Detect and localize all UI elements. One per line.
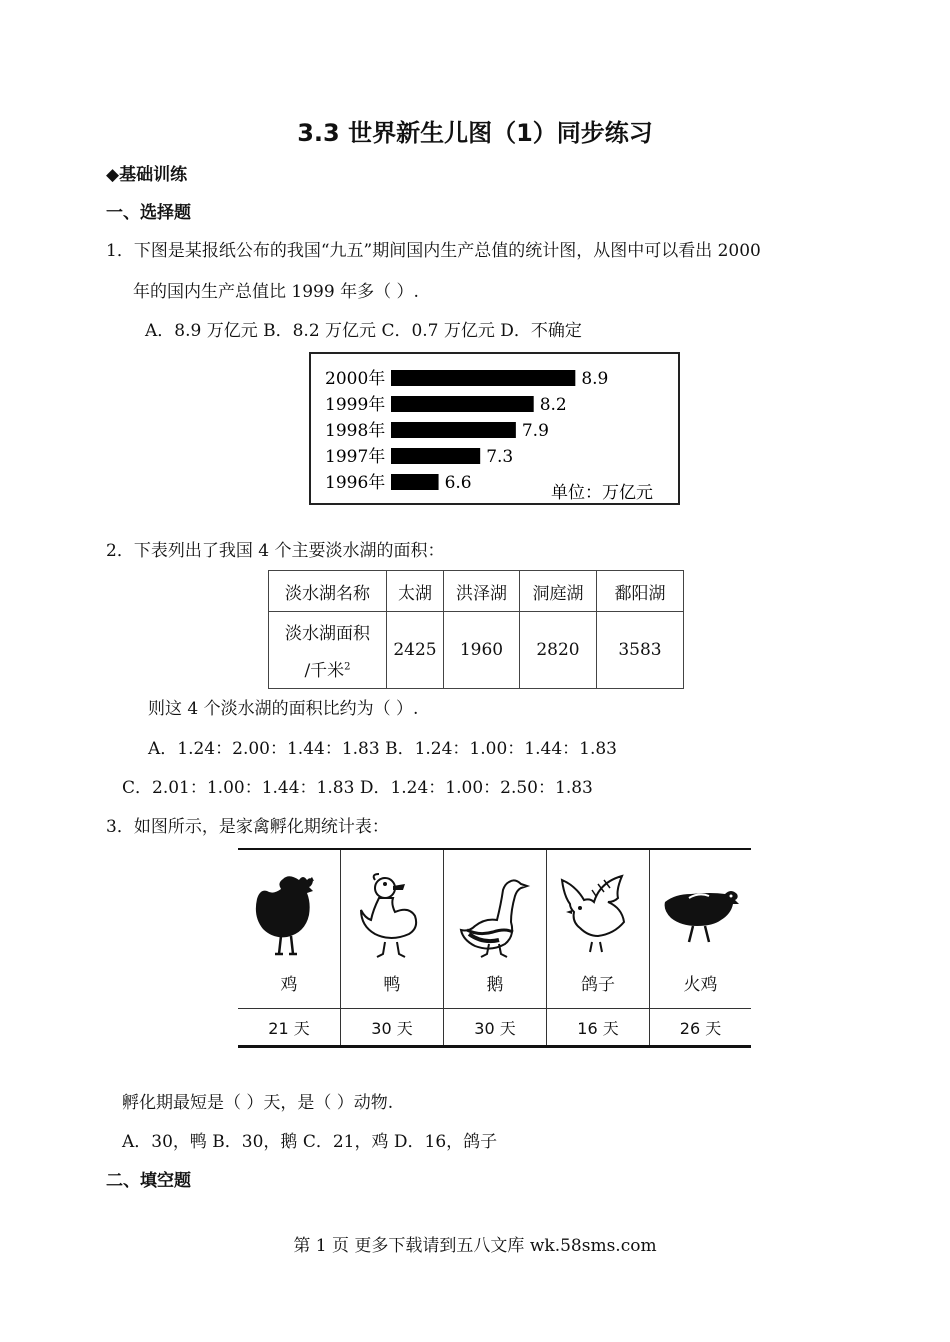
duck-icon xyxy=(357,872,427,962)
bird-cell-chicken xyxy=(238,850,340,1008)
q3-options: A．30，鸭 B．30，鹅 C．21，鸡 D．16，鸽子 xyxy=(122,1132,498,1152)
lake-area-table xyxy=(268,570,684,689)
table-middle-rule xyxy=(238,1008,751,1009)
q1-text-line1: 1．下图是某报纸公布的我国“九五”期间国内生产总值的统计图，从图中可以看出 2000 xyxy=(106,241,761,261)
page-footer: 第 1 页 更多下载请到五八文库 wk.58sms.com xyxy=(293,1236,657,1256)
goose-icon xyxy=(459,872,531,962)
bar-category-label: 1998年 xyxy=(325,421,386,441)
table-cell-area: 3583 xyxy=(597,612,684,689)
table-cell-area: 2820 xyxy=(520,612,597,689)
bird-name: 火鸡 xyxy=(683,975,718,995)
pigeon-icon xyxy=(558,872,638,962)
incubation-table xyxy=(238,848,751,1048)
bar xyxy=(391,370,575,386)
incubation-days: 26 天 xyxy=(679,1019,722,1038)
gdp-chart-svg xyxy=(311,354,678,503)
bar xyxy=(391,474,439,490)
area-label-line1: 淡水湖面积 xyxy=(285,624,370,644)
area-unit-superscript: 2 xyxy=(344,661,351,673)
q1-text-line2: 年的国内生产总值比 1999 年多（ ）. xyxy=(133,282,419,302)
table-cell-area: 2425 xyxy=(387,612,444,689)
section-multiple-choice: 一、选择题 xyxy=(106,203,191,223)
incubation-days: 16 天 xyxy=(577,1019,619,1038)
bird-cell-pigeon xyxy=(547,850,649,1008)
table-cell-area: 1960 xyxy=(444,612,520,689)
table-cell-lake-name: 洞庭湖 xyxy=(520,571,597,612)
bar-value-label: 6.6 xyxy=(444,473,472,493)
incubation-days: 21 天 xyxy=(268,1019,310,1038)
chicken-icon xyxy=(251,872,327,962)
incubation-days: 30 天 xyxy=(474,1019,516,1038)
turkey-icon xyxy=(659,872,743,962)
table-row-label-area xyxy=(269,612,387,689)
bar-value-label: 7.9 xyxy=(521,421,549,441)
chart-unit-label: 单位：万亿元 xyxy=(551,483,653,503)
bird-cell-turkey xyxy=(650,850,751,1008)
gdp-bar-chart xyxy=(309,352,680,505)
bar-value-label: 7.3 xyxy=(486,447,514,467)
bird-name: 鸡 xyxy=(280,975,298,995)
bird-cell-goose xyxy=(444,850,546,1008)
bar-category-label: 1996年 xyxy=(325,473,386,493)
bar-category-label: 1997年 xyxy=(325,447,386,467)
table-bottom-rule xyxy=(238,1045,751,1048)
section-basic-training: ◆基础训练 xyxy=(106,165,188,185)
q2-intro: 2．下表列出了我国 4 个主要淡水湖的面积： xyxy=(106,541,445,561)
q2-options-ab: A．1.24：2.00：1.44：1.83 B．1.24：1.00：1.44：1.83 xyxy=(148,739,617,759)
table-cell-lake-name: 洪泽湖 xyxy=(444,571,520,612)
bar-value-label: 8.2 xyxy=(539,395,567,415)
bar-value-label: 8.9 xyxy=(581,369,609,389)
q3-intro: 3．如图所示，是家禽孵化期统计表： xyxy=(106,817,389,837)
area-unit: /千米 xyxy=(304,661,345,681)
table-cell-lake-name: 太湖 xyxy=(387,571,444,612)
bird-cell-duck xyxy=(341,850,443,1008)
area-label-line2 xyxy=(269,656,386,681)
bar-category-label: 1999年 xyxy=(325,395,386,415)
bar xyxy=(391,422,516,438)
bar-category-label: 2000年 xyxy=(325,369,386,389)
table-header-cell: 淡水湖名称 xyxy=(269,571,387,612)
bar xyxy=(391,448,480,464)
q1-options: A．8.9 万亿元 B．8.2 万亿元 C．0.7 万亿元 D．不确定 xyxy=(145,321,582,341)
bird-name: 鹅 xyxy=(486,975,504,995)
bird-name: 鸭 xyxy=(383,975,401,995)
incubation-days: 30 天 xyxy=(371,1019,413,1038)
q3-question: 孵化期最短是（ ）天，是（ ）动物. xyxy=(122,1093,394,1113)
page-title: 3.3 世界新生儿图（1）同步练习 xyxy=(297,119,653,147)
bar xyxy=(391,396,534,412)
q2-question: 则这 4 个淡水湖的面积比约为（ ）. xyxy=(148,699,419,719)
q2-options-cd: C．2.01：1.00：1.44：1.83 D．1.24：1.00：2.50：1.83 xyxy=(122,778,593,798)
section-fill-in-blank: 二、填空题 xyxy=(106,1171,191,1191)
bird-name: 鸽子 xyxy=(581,975,615,995)
table-cell-lake-name: 鄱阳湖 xyxy=(597,571,684,612)
